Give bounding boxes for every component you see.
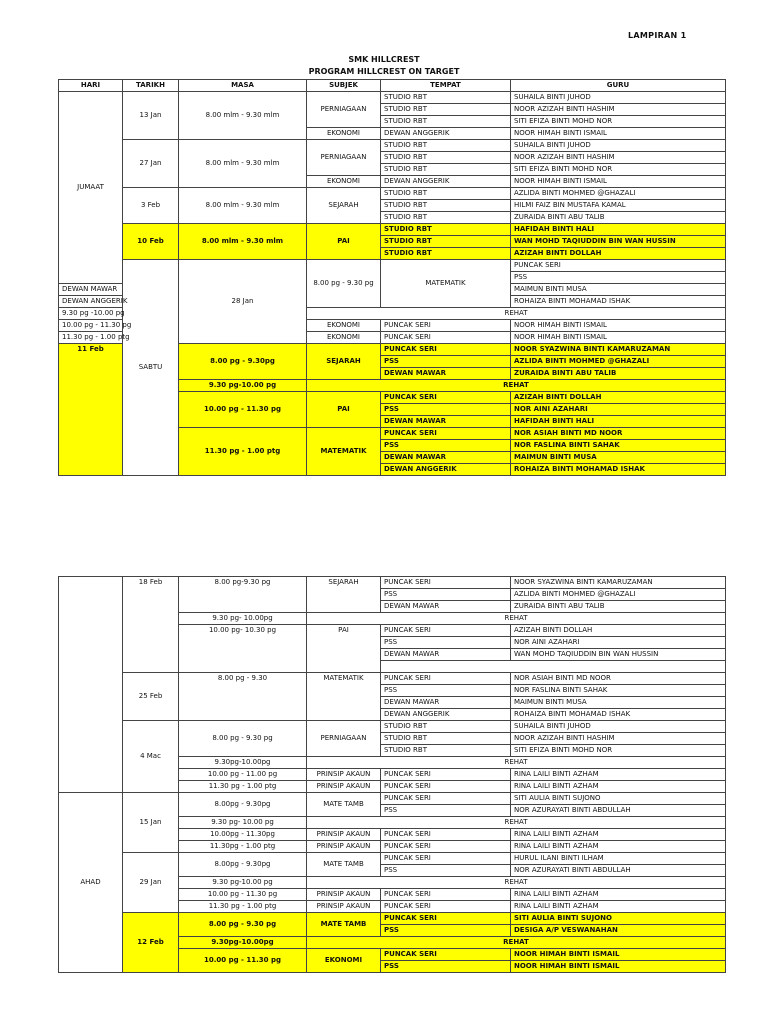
day-cell: JUMAAT	[59, 92, 123, 284]
teacher-cell: NOOR AZIZAH BINTI HASHIM	[511, 104, 726, 116]
column-header: SUBJEK	[307, 80, 381, 92]
time-cell: 9.30 pg -10.00 pg	[59, 308, 123, 320]
table-row	[59, 793, 726, 805]
subject-cell: EKONOMI	[307, 949, 381, 973]
teacher-cell: WAN MOHD TAQIUDDIN BIN WAN HUSSIN	[511, 649, 726, 661]
place-cell: PSS	[381, 440, 511, 452]
time-cell: 8.00 mlm - 9.30 mlm	[179, 140, 307, 188]
place-cell: STUDIO RBT	[381, 188, 511, 200]
place-cell: PUNCAK SERI	[381, 901, 511, 913]
place-cell: PUNCAK SERI	[381, 841, 511, 853]
place-cell: STUDIO RBT	[381, 236, 511, 248]
place-cell: STUDIO RBT	[381, 140, 511, 152]
teacher-cell: AZLIDA BINTI MOHMED @GHAZALI	[511, 188, 726, 200]
teacher-cell: HAFIDAH BINTI HALI	[511, 224, 726, 236]
date-cell: 13 Jan	[123, 92, 179, 140]
table-row	[59, 140, 726, 152]
place-cell: PSS	[381, 865, 511, 877]
subject-cell: PRINSIP AKAUN	[307, 781, 381, 793]
date-cell: 27 Jan	[123, 140, 179, 188]
time-cell: 9.30pg-10.00pg	[179, 937, 307, 949]
teacher-cell: RINA LAILI BINTI AZHAM	[511, 769, 726, 781]
subject-cell: PRINSIP AKAUN	[307, 901, 381, 913]
subject-cell: MATE TAMB	[307, 853, 381, 877]
date-cell: 12 Feb	[123, 913, 179, 973]
teacher-cell: SITI EFIZA BINTI MOHD NOR	[511, 116, 726, 128]
time-cell: 8.00 pg - 9.30 pg	[307, 260, 381, 308]
place-cell: PUNCAK SERI	[381, 332, 511, 344]
table-row	[59, 92, 726, 104]
teacher-cell: SITI AULIA BINTI SUJONO	[511, 913, 726, 925]
break-cell: REHAT	[307, 877, 726, 889]
time-cell: 11.30 pg - 1.00 ptg	[59, 332, 123, 344]
place-cell: PUNCAK SERI	[381, 949, 511, 961]
column-header: TARIKH	[123, 80, 179, 92]
break-cell: REHAT	[307, 817, 726, 829]
subject-cell: MATEMATIK	[307, 673, 381, 721]
teacher-cell: SUHAILA BINTI JUHOD	[511, 140, 726, 152]
place-cell: STUDIO RBT	[381, 212, 511, 224]
teacher-cell: NOOR HIMAH BINTI ISMAIL	[511, 128, 726, 140]
time-cell: 8.00 mlm - 9.30 mlm	[179, 188, 307, 224]
teacher-cell: NOOR AZIZAH BINTI HASHIM	[511, 733, 726, 745]
date-cell: 29 Jan	[123, 853, 179, 913]
teacher-cell: NOR FASLINA BINTI SAHAK	[511, 440, 726, 452]
table-row	[59, 853, 726, 865]
place-cell: STUDIO RBT	[381, 152, 511, 164]
teacher-cell: RINA LAILI BINTI AZHAM	[511, 889, 726, 901]
teacher-cell: MAIMUN BINTI MUSA	[511, 697, 726, 709]
place-cell: PUNCAK SERI	[511, 260, 726, 272]
date-cell: 4 Mac	[123, 721, 179, 793]
place-cell: DEWAN ANGGERIK	[59, 296, 123, 308]
place-cell: DEWAN MAWAR	[381, 601, 511, 613]
teacher-cell: SUHAILA BINTI JUHOD	[511, 92, 726, 104]
date-cell: 3 Feb	[123, 188, 179, 224]
place-cell: PUNCAK SERI	[381, 793, 511, 805]
teacher-cell: NOOR SYAZWINA BINTI KAMARUZAMAN	[511, 577, 726, 589]
place-cell: PSS	[381, 404, 511, 416]
day-cell	[59, 577, 123, 793]
break-cell: REHAT	[307, 757, 726, 769]
time-cell: 9.30 pg- 10.00 pg	[179, 817, 307, 829]
teacher-cell: ROHAIZA BINTI MOHAMAD ISHAK	[511, 296, 726, 308]
appendix-label: LAMPIRAN 1	[628, 31, 687, 40]
teacher-cell: HILMI FAIZ BIN MUSTAFA KAMAL	[511, 200, 726, 212]
place-cell: PUNCAK SERI	[381, 673, 511, 685]
place-cell: DEWAN MAWAR	[381, 697, 511, 709]
place-cell: PUNCAK SERI	[381, 829, 511, 841]
teacher-cell: NOR ASIAH BINTI MD NOOR	[511, 673, 726, 685]
place-cell: PSS	[381, 961, 511, 973]
time-cell: 8.00 pg - 9.30 pg	[179, 913, 307, 937]
time-cell: 8.00pg - 9.30pg	[179, 793, 307, 817]
time-cell: 11.30 pg - 1.00 ptg	[179, 428, 307, 476]
place-cell: DEWAN ANGGERIK	[381, 709, 511, 721]
teacher-cell: NOOR HIMAH BINTI ISMAIL	[511, 949, 726, 961]
place-cell: PUNCAK SERI	[381, 344, 511, 356]
teacher-cell: HAFIDAH BINTI HALI	[511, 416, 726, 428]
time-cell: 10.00 pg - 11.00 pg	[179, 769, 307, 781]
subject-cell: EKONOMI	[307, 332, 381, 344]
subject-cell: EKONOMI	[307, 320, 381, 332]
subject-cell: PRINSIP AKAUN	[307, 829, 381, 841]
teacher-cell: RINA LAILI BINTI AZHAM	[511, 901, 726, 913]
place-cell: PUNCAK SERI	[381, 428, 511, 440]
teacher-cell: NOOR HIMAH BINTI ISMAIL	[511, 332, 726, 344]
day-cell: SABTU	[123, 260, 179, 476]
place-cell: STUDIO RBT	[381, 116, 511, 128]
place-cell: PSS	[381, 589, 511, 601]
table-row	[59, 260, 726, 272]
subject-cell: EKONOMI	[307, 128, 381, 140]
teacher-cell: HURUL ILANI BINTI ILHAM	[511, 853, 726, 865]
teacher-cell: NOR AZURAYATI BINTI ABDULLAH	[511, 865, 726, 877]
place-cell: DEWAN MAWAR	[59, 284, 123, 296]
place-cell: STUDIO RBT	[381, 104, 511, 116]
place-cell: PUNCAK SERI	[381, 781, 511, 793]
teacher-cell: NOOR HIMAH BINTI ISMAIL	[511, 176, 726, 188]
break-cell: REHAT	[307, 937, 726, 949]
column-header: TEMPAT	[381, 80, 511, 92]
subject-cell: PAI	[307, 224, 381, 260]
teacher-cell: ZURAIDA BINTI ABU TALIB	[511, 212, 726, 224]
place-cell: PUNCAK SERI	[381, 889, 511, 901]
teacher-cell: SITI EFIZA BINTI MOHD NOR	[511, 745, 726, 757]
teacher-cell: WAN MOHD TAQIUDDIN BIN WAN HUSSIN	[511, 236, 726, 248]
place-cell: PUNCAK SERI	[381, 625, 511, 637]
subject-cell: PRINSIP AKAUN	[307, 769, 381, 781]
teacher-cell: NOR AINI AZAHARI	[511, 637, 726, 649]
place-cell: DEWAN MAWAR	[381, 368, 511, 380]
place-cell: STUDIO RBT	[381, 733, 511, 745]
table-header-row	[59, 80, 726, 92]
teacher-cell: DESIGA A/P VESWANAHAN	[511, 925, 726, 937]
place-cell: DEWAN MAWAR	[381, 649, 511, 661]
break-cell: REHAT	[307, 613, 726, 625]
date-cell: 28 Jan	[179, 260, 307, 344]
subject-cell: MATE TAMB	[307, 793, 381, 817]
date-cell: 15 Jan	[123, 793, 179, 853]
teacher-cell: NOR FASLINA BINTI SAHAK	[511, 685, 726, 697]
table-row	[59, 188, 726, 200]
break-cell: REHAT	[307, 308, 726, 320]
time-cell: 10.00pg - 11.30pg	[179, 829, 307, 841]
time-cell: 8.00 pg - 9.30pg	[179, 344, 307, 380]
teacher-cell: NOR AINI AZAHARI	[511, 404, 726, 416]
time-cell: 10.00 pg- 10.30 pg	[179, 625, 307, 673]
teacher-cell: SUHAILA BINTI JUHOD	[511, 721, 726, 733]
date-cell: 11 Feb	[59, 344, 123, 476]
empty-cell	[381, 661, 726, 673]
place-cell: PUNCAK SERI	[381, 577, 511, 589]
teacher-cell: RINA LAILI BINTI AZHAM	[511, 841, 726, 853]
teacher-cell: ROHAIZA BINTI MOHAMAD ISHAK	[511, 464, 726, 476]
date-cell: 25 Feb	[123, 673, 179, 721]
teacher-cell: NOOR SYAZWINA BINTI KAMARUZAMAN	[511, 344, 726, 356]
place-cell: PUNCAK SERI	[381, 320, 511, 332]
place-cell: DEWAN MAWAR	[381, 452, 511, 464]
program-title: PROGRAM HILLCREST ON TARGET	[308, 67, 460, 76]
time-cell: 10.00 pg - 11.30 pg	[179, 889, 307, 901]
teacher-cell: MAIMUN BINTI MUSA	[511, 284, 726, 296]
table-row	[59, 224, 726, 236]
time-cell: 9.30pg-10.00pg	[179, 757, 307, 769]
time-cell: 10.00 pg - 11.30 pg	[179, 392, 307, 428]
time-cell: 8.00 pg - 9.30 pg	[179, 721, 307, 757]
day-cell: AHAD	[59, 793, 123, 973]
date-cell: 18 Feb	[123, 577, 179, 673]
place-cell: DEWAN ANGGERIK	[381, 176, 511, 188]
teacher-cell: ZURAIDA BINTI ABU TALIB	[511, 601, 726, 613]
place-cell: DEWAN ANGGERIK	[381, 128, 511, 140]
time-cell: 8.00 pg-9.30 pg	[179, 577, 307, 613]
teacher-cell: SITI AULIA BINTI SUJONO	[511, 793, 726, 805]
table-row	[59, 673, 726, 685]
teacher-cell: NOR ASIAH BINTI MD NOOR	[511, 428, 726, 440]
place-cell: PUNCAK SERI	[381, 392, 511, 404]
teacher-cell: RINA LAILI BINTI AZHAM	[511, 781, 726, 793]
break-cell: REHAT	[307, 380, 726, 392]
teacher-cell: AZIZAH BINTI DOLLAH	[511, 392, 726, 404]
teacher-cell: NOOR AZIZAH BINTI HASHIM	[511, 152, 726, 164]
teacher-cell: AZIZAH BINTI DOLLAH	[511, 625, 726, 637]
subject-cell: MATE TAMB	[307, 913, 381, 937]
time-cell: 9.30 pg-10.00 pg	[179, 877, 307, 889]
place-cell: PSS	[381, 925, 511, 937]
teacher-cell: RINA LAILI BINTI AZHAM	[511, 829, 726, 841]
subject-cell: MATEMATIK	[381, 260, 511, 308]
teacher-cell: NOOR HIMAH BINTI ISMAIL	[511, 320, 726, 332]
time-cell: 8.00pg - 9.30pg	[179, 853, 307, 877]
teacher-cell: AZLIDA BINTI MOHMED @GHAZALI	[511, 356, 726, 368]
teacher-cell: NOR AZURAYATI BINTI ABDULLAH	[511, 805, 726, 817]
time-cell: 11.30 pg - 1.00 ptg	[179, 781, 307, 793]
time-cell: 9.30 pg-10.00 pg	[179, 380, 307, 392]
teacher-cell: ZURAIDA BINTI ABU TALIB	[511, 368, 726, 380]
school-title: SMK HILLCREST	[348, 55, 420, 64]
place-cell: PSS	[381, 356, 511, 368]
place-cell: PUNCAK SERI	[381, 913, 511, 925]
subject-cell: PERNIAGAAN	[307, 92, 381, 128]
teacher-cell: SITI EFIZA BINTI MOHD NOR	[511, 164, 726, 176]
subject-cell: MATEMATIK	[307, 428, 381, 476]
teacher-cell: MAIMUN BINTI MUSA	[511, 452, 726, 464]
subject-cell: PRINSIP AKAUN	[307, 889, 381, 901]
time-cell: 8.00 pg - 9.30	[179, 673, 307, 721]
teacher-cell: NOOR HIMAH BINTI ISMAIL	[511, 961, 726, 973]
column-header: HARI	[59, 80, 123, 92]
time-cell: 8.00 mlm - 9.30 mlm	[179, 92, 307, 140]
schedule-table-1	[58, 79, 726, 476]
subject-cell: PAI	[307, 392, 381, 428]
subject-cell: SEJARAH	[307, 188, 381, 224]
place-cell: PUNCAK SERI	[381, 769, 511, 781]
place-cell: PSS	[511, 272, 726, 284]
teacher-cell: AZLIDA BINTI MOHMED @GHAZALI	[511, 589, 726, 601]
subject-cell: PRINSIP AKAUN	[307, 841, 381, 853]
place-cell: PSS	[381, 637, 511, 649]
place-cell: STUDIO RBT	[381, 200, 511, 212]
place-cell: STUDIO RBT	[381, 164, 511, 176]
schedule-table-2	[58, 576, 726, 973]
time-cell: 11.30 pg - 1.00 ptg	[179, 901, 307, 913]
place-cell: PSS	[381, 685, 511, 697]
subject-cell: SEJARAH	[307, 577, 381, 613]
table-row	[59, 577, 726, 589]
subject-cell: PAI	[307, 625, 381, 673]
subject-cell: SEJARAH	[307, 344, 381, 380]
subject-cell: PERNIAGAAN	[307, 140, 381, 176]
place-cell: DEWAN MAWAR	[381, 416, 511, 428]
column-header: MASA	[179, 80, 307, 92]
place-cell: STUDIO RBT	[381, 248, 511, 260]
place-cell: STUDIO RBT	[381, 92, 511, 104]
time-cell: 8.00 mlm - 9.30 mlm	[179, 224, 307, 260]
teacher-cell: AZIZAH BINTI DOLLAH	[511, 248, 726, 260]
subject-cell: PERNIAGAAN	[307, 721, 381, 757]
place-cell: STUDIO RBT	[381, 224, 511, 236]
date-cell: 10 Feb	[123, 224, 179, 260]
time-cell: 10.00 pg - 11.30 pg	[179, 949, 307, 973]
table-row	[59, 913, 726, 925]
table-row	[59, 721, 726, 733]
subject-cell: EKONOMI	[307, 176, 381, 188]
place-cell: DEWAN ANGGERIK	[381, 464, 511, 476]
time-cell: 9.30 pg- 10.00pg	[179, 613, 307, 625]
place-cell: PUNCAK SERI	[381, 853, 511, 865]
place-cell: STUDIO RBT	[381, 745, 511, 757]
time-cell: 11.30pg - 1.00 ptg	[179, 841, 307, 853]
place-cell: PSS	[381, 805, 511, 817]
teacher-cell: ROHAIZA BINTI MOHAMAD ISHAK	[511, 709, 726, 721]
place-cell: STUDIO RBT	[381, 721, 511, 733]
time-cell: 10.00 pg - 11.30 pg	[59, 320, 123, 332]
column-header: GURU	[511, 80, 726, 92]
